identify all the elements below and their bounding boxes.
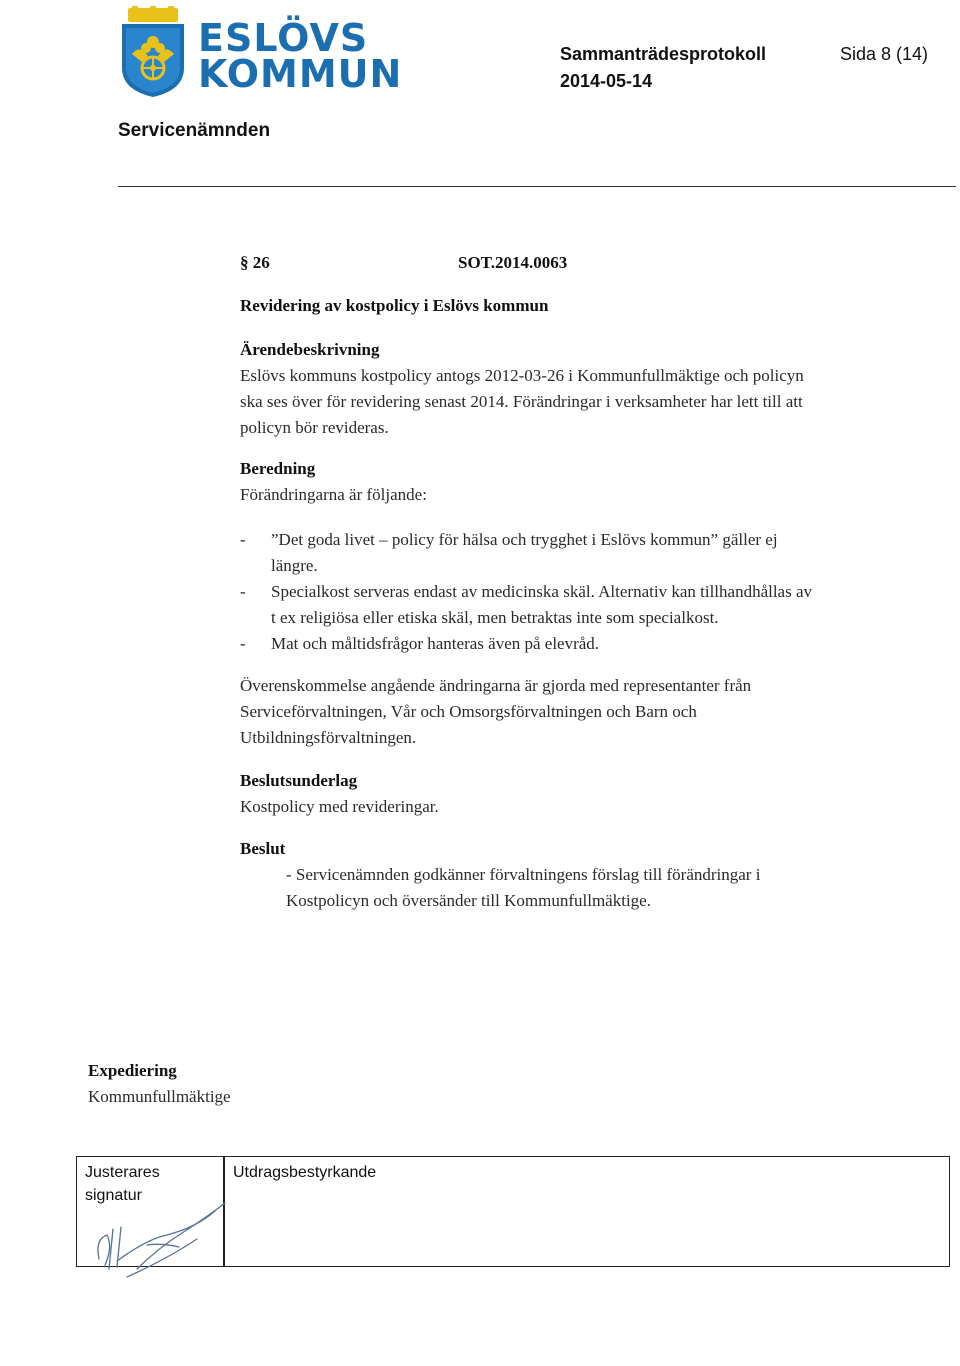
text-line: t ex religiösa eller etiska skäl, men betraktas inte som specialkost. <box>271 608 719 627</box>
board-name: Servicenämnden <box>118 120 271 141</box>
item-title: Revidering av kostpolicy i Eslövs kommun <box>240 296 549 315</box>
text-line: ”Det goda livet – policy för hälsa och trygghet i Eslövs kommun” gäller ej <box>271 530 778 549</box>
arendebeskrivning-text <box>240 363 804 441</box>
label-line: signatur <box>85 1187 142 1204</box>
text-line: Överenskommelse angående ändringarna är gjorda med representanter från <box>240 676 752 695</box>
document-type: Sammanträdesprotokoll <box>560 44 767 64</box>
beredning-intro: Förändringarna är följande: <box>240 485 427 504</box>
expediering-heading: Expediering <box>88 1061 177 1080</box>
beslut-heading: Beslut <box>240 839 286 858</box>
meeting-date: 2014-05-14 <box>560 71 653 91</box>
text-line: policyn bör revideras. <box>240 418 389 437</box>
text-line: Utbildningsförvaltningen. <box>240 728 417 747</box>
page-number: Sida 8 (14) <box>840 44 929 64</box>
beslut-text <box>286 862 760 914</box>
text-line: Eslövs kommuns kostpolicy antogs 2012-03-26 i Kommunfullmäktige och policyn <box>240 366 804 385</box>
label-line: Justerares <box>85 1164 160 1181</box>
list-dash: - <box>240 530 246 549</box>
header-divider <box>118 186 956 187</box>
text-line: längre. <box>271 556 318 575</box>
handwritten-signature-icon <box>87 1199 232 1284</box>
text-line: Mat och måltidsfrågor hanteras även på elevråd. <box>271 634 600 653</box>
case-number: SOT.2014.0063 <box>458 253 568 272</box>
beredning-heading: Beredning <box>240 459 316 478</box>
beslutsunderlag-text: Kostpolicy med revideringar. <box>240 797 439 816</box>
signature-box <box>76 1156 950 1267</box>
logo-line-2: KOMMUN <box>198 52 403 96</box>
list-dash: - <box>240 634 246 653</box>
beslutsunderlag-heading: Beslutsunderlag <box>240 771 358 790</box>
logo-line-1: ESLÖVS <box>198 16 369 60</box>
municipality-logo-text <box>198 16 403 96</box>
agreement-text <box>240 673 751 751</box>
section-number: § 26 <box>240 253 270 272</box>
text-line: ska ses över för revidering senast 2014. Förändringar i verksamheter har lett till att <box>240 392 803 411</box>
text-line: - Servicenämnden godkänner förvaltningens förslag till förändringar i <box>286 865 761 884</box>
text-line: Serviceförvaltningen, Vår och Omsorgsförvaltningen och Barn och <box>240 702 697 721</box>
utdrag-label: Utdragsbestyrkande <box>233 1164 377 1181</box>
text-line: Kostpolicyn och översänder till Kommunfullmäktige. <box>286 891 651 910</box>
municipality-crest-icon <box>118 6 188 98</box>
text-line: Specialkost serveras endast av medicinska skäl. Alternativ kan tillhandhållas av <box>271 582 813 601</box>
list-dash: - <box>240 582 246 601</box>
arendebeskrivning-heading: Ärendebeskrivning <box>240 340 380 359</box>
expediering-text: Kommunfullmäktige <box>88 1087 231 1106</box>
